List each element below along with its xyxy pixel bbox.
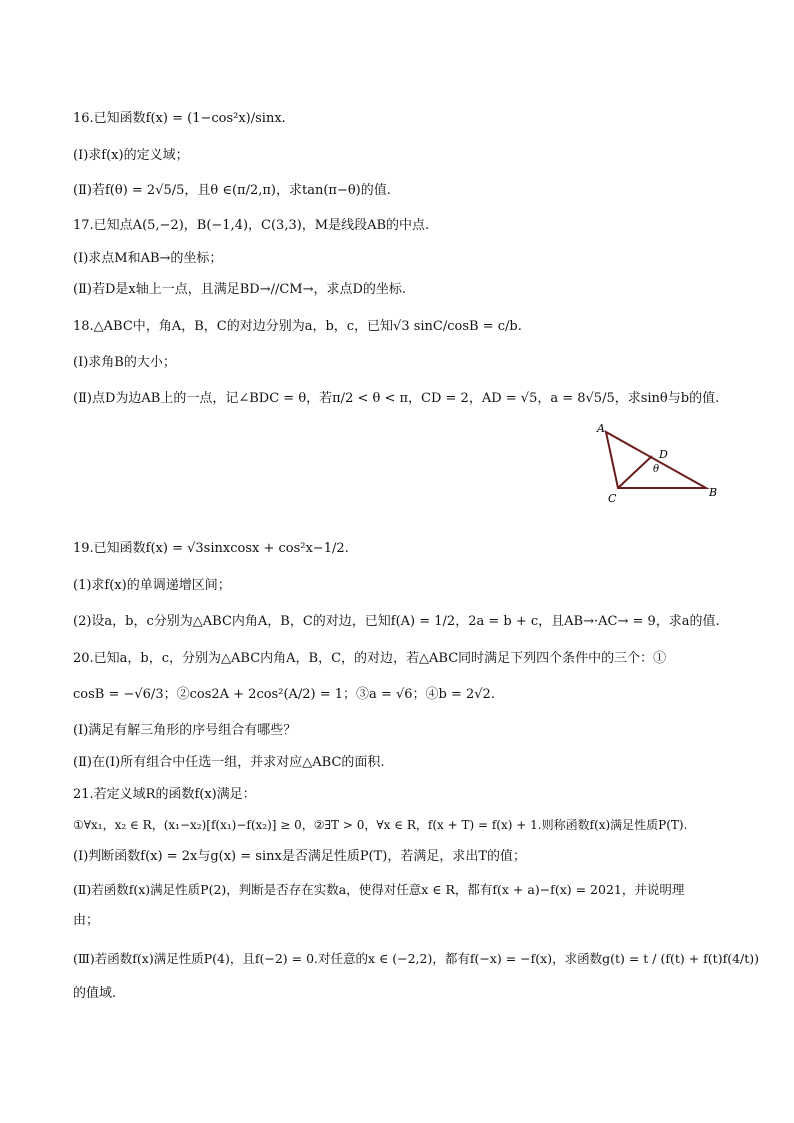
p19-stem: 19.已知函数f(x) = √3sinxcosx + cos²x−1/2.	[73, 541, 349, 556]
p21-q2a: (Ⅱ)若函数f(x)满足性质P(2)，判断是否存在实数a，使得对任意x ∈ R，都有f(x + a)−f(x) = 2021，并说明理	[73, 882, 685, 897]
label-b: B	[709, 486, 718, 499]
p21-q3: (Ⅲ)若函数f(x)满足性质P(4)，且f(−2) = 0.对任意的x ∈ (−2,2)，都有f(−x) = −f(x)，求函数g(t) = t / (f(t) + f(t)f(4/t))	[73, 951, 760, 966]
p18-stem: 18.△ABC中，角A，B，C的对边分别为a，b，c，已知√3 sinC/cosB = c/b.	[73, 319, 522, 334]
p20-q1: (Ⅰ)满足有解三角形的序号组合有哪些？	[73, 723, 297, 738]
label-d: D	[659, 448, 668, 461]
p19-q2: (2)设a，b，c分别为△ABC内角A，B，C的对边，已知f(A) = 1/2，2a = b + c，且AB→·AC→ = 9，求a的值.	[73, 614, 720, 629]
p19-q1: (1)求f(x)的单调递增区间；	[73, 578, 231, 593]
p18-q1: (Ⅰ)求角B的大小；	[73, 355, 176, 370]
p20-stem-1: 20.已知a，b，c，分别为△ABC内角A，B，C，的对边，若△ABC同时满足下列四个条件中的三个：①	[73, 651, 667, 666]
p20-q2: (Ⅱ)在(Ⅰ)所有组合中任选一组，并求对应△ABC的面积.	[73, 755, 385, 770]
p20-stem-2: cosB = −√6/3；②cos2A + 2cos²(A/2) = 1；③a = √6；④b = 2√2.	[73, 687, 495, 702]
p16-q1: (Ⅰ)求f(x)的定义域；	[73, 148, 189, 163]
segment-cd	[618, 456, 652, 488]
p21-cond: ①∀x₁，x₂ ∈ R，(x₁−x₂)[f(x₁)−f(x₂)] ≥ 0，②∃T > 0，∀x ∈ R，f(x + T) = f(x) + 1.则称函数f(x)满足性质P(T).	[73, 818, 688, 832]
p16-q2: (Ⅱ)若f(θ) = 2√5/5，且θ ∈(π/2,π)，求tan(π−θ)的值.	[73, 183, 391, 198]
p17-q1: (Ⅰ)求点M和AB→的坐标；	[73, 251, 223, 266]
p21-q2b: 由；	[73, 913, 100, 928]
p16-stem: 16.已知函数f(x) = (1−cos²x)/sinx.	[73, 111, 286, 126]
label-c: C	[608, 492, 617, 505]
p17-q2: (Ⅱ)若D是x轴上一点，且满足BD→//CM→，求点D的坐标.	[73, 282, 407, 297]
label-theta: θ	[653, 464, 660, 475]
p18-q2: (Ⅱ)点D为边AB上的一点，记∠BDC = θ，若π/2 < θ < π，CD = 2，AD = √5，a = 8√5/5，求sinθ与b的值.	[73, 391, 720, 406]
p21-q1: (Ⅰ)判断函数f(x) = 2x与g(x) = sinx是否满足性质P(T)，若满足，求出T的值；	[73, 849, 527, 864]
p21-stem: 21.若定义域R的函数f(x)满足：	[73, 787, 256, 802]
p21-q3b: 的值域.	[73, 986, 117, 1001]
triangle-abc	[606, 432, 706, 488]
p17-stem: 17.已知点A(5,−2)，B(−1,4)，C(3,3)，M是线段AB的中点.	[73, 218, 430, 233]
label-a: A	[597, 422, 605, 435]
triangle-figure	[590, 420, 730, 510]
